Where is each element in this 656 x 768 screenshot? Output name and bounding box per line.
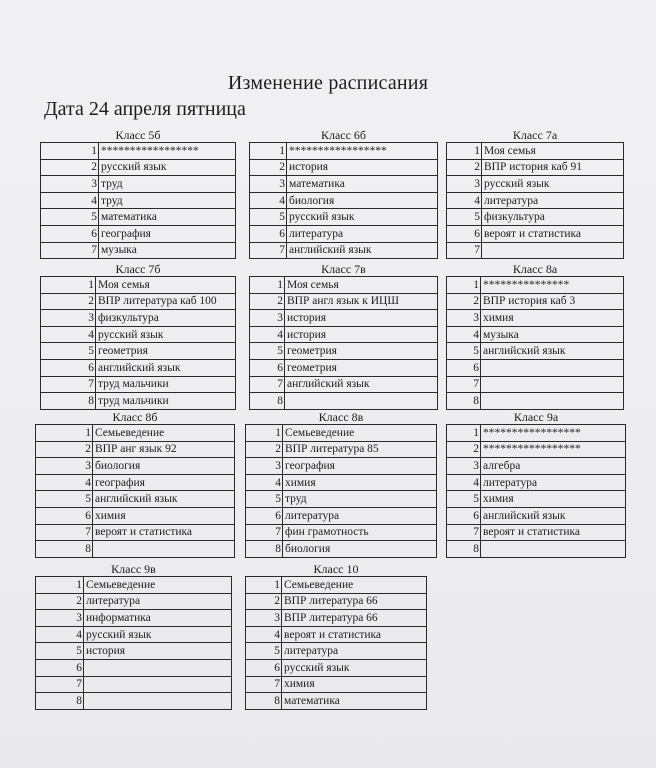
lesson-row: [41, 393, 236, 410]
class-label: Класс 10: [313, 562, 359, 576]
lesson-subject: биология: [287, 192, 438, 209]
lesson-number: 1: [36, 577, 84, 594]
lesson-row: [246, 593, 427, 610]
lesson-subject: [84, 693, 232, 710]
lesson-number: 5: [246, 491, 283, 508]
lesson-subject: музыка: [481, 326, 624, 343]
lesson-number: 6: [246, 659, 282, 676]
lesson-subject: вероят и статистика: [282, 626, 427, 643]
class-label: Класс 6б: [320, 128, 367, 142]
lesson-row: [36, 507, 235, 524]
lesson-number: 3: [447, 458, 481, 475]
lesson-subject: геометрия: [285, 359, 438, 376]
schedule-table: [245, 424, 437, 558]
lesson-subject: ВПР литература 66: [282, 610, 427, 627]
lesson-subject: вероят и статистика: [93, 524, 235, 541]
lesson-number: 4: [246, 474, 283, 491]
lesson-row: [447, 209, 624, 226]
lesson-row: [447, 541, 626, 558]
lesson-row: [36, 474, 235, 491]
lesson-row: [250, 176, 438, 193]
lesson-row: [246, 491, 437, 508]
lesson-number: 3: [36, 610, 84, 627]
lesson-row: [41, 192, 236, 209]
schedule-table: [35, 424, 235, 558]
lesson-row: [246, 541, 437, 558]
lesson-subject: математика: [287, 176, 438, 193]
lesson-subject: химия: [282, 676, 427, 693]
class-block-5b: [40, 128, 236, 259]
lesson-number: 8: [250, 393, 285, 410]
lesson-subject: химия: [481, 491, 626, 508]
lesson-number: 6: [447, 225, 482, 242]
lesson-row: [246, 610, 427, 627]
lesson-row: [447, 176, 624, 193]
lesson-number: 3: [447, 176, 482, 193]
lesson-subject: история: [285, 310, 438, 327]
lesson-row: [250, 376, 438, 393]
lesson-number: 1: [246, 577, 282, 594]
lesson-number: 7: [447, 242, 482, 259]
lesson-number: 2: [246, 593, 282, 610]
lesson-subject: Семьеведение: [93, 425, 235, 442]
lesson-subject: [285, 393, 438, 410]
lesson-number: 4: [41, 192, 99, 209]
lesson-row: [447, 359, 624, 376]
schedule-table: [446, 276, 624, 410]
lesson-subject: английский язык: [481, 507, 626, 524]
lesson-row: [250, 277, 438, 294]
lesson-row: [36, 693, 232, 710]
lesson-subject: химия: [283, 474, 437, 491]
lesson-subject: русский язык: [282, 659, 427, 676]
class-block-7b: [40, 262, 236, 410]
lesson-number: 4: [36, 626, 84, 643]
lesson-number: 7: [447, 376, 481, 393]
lesson-number: 6: [250, 225, 287, 242]
lesson-subject: Семьеведение: [282, 577, 427, 594]
lesson-number: 8: [447, 393, 481, 410]
lesson-number: 6: [36, 507, 93, 524]
lesson-number: 7: [36, 524, 93, 541]
lesson-subject: фин грамотность: [283, 524, 437, 541]
lesson-number: 6: [36, 659, 84, 676]
lesson-row: [447, 159, 624, 176]
lesson-row: [246, 425, 437, 442]
lesson-subject: русский язык: [287, 209, 438, 226]
lesson-number: 7: [36, 676, 84, 693]
lesson-row: [36, 577, 232, 594]
lesson-subject: математика: [99, 209, 236, 226]
schedule-table: [249, 276, 438, 410]
lesson-number: 1: [250, 143, 287, 160]
lesson-row: [246, 458, 437, 475]
lesson-subject: ВПР литература 66: [282, 593, 427, 610]
lesson-number: 6: [41, 359, 96, 376]
lesson-subject: вероят и статистика: [482, 225, 624, 242]
schedule-table: [446, 424, 626, 558]
lesson-subject: Моя семья: [96, 277, 236, 294]
class-block-8v: [245, 410, 437, 558]
lesson-subject: труд: [99, 176, 236, 193]
lesson-number: 3: [36, 458, 93, 475]
lesson-subject: [481, 541, 626, 558]
lesson-row: [447, 277, 624, 294]
lesson-row: [250, 225, 438, 242]
lesson-number: 3: [41, 176, 99, 193]
lesson-number: 8: [41, 393, 96, 410]
lesson-number: 4: [250, 326, 285, 343]
class-block-7v: [249, 262, 438, 410]
lesson-row: [36, 593, 232, 610]
lesson-number: 1: [447, 143, 482, 160]
lesson-subject: английский язык: [93, 491, 235, 508]
lesson-row: [36, 425, 235, 442]
lesson-subject: труд: [99, 192, 236, 209]
lesson-number: 5: [447, 491, 481, 508]
lesson-row: [41, 176, 236, 193]
class-label: Класс 7а: [512, 128, 558, 142]
lesson-subject: *****************: [99, 143, 236, 160]
lesson-row: [447, 192, 624, 209]
lesson-row: [246, 626, 427, 643]
lesson-row: [246, 474, 437, 491]
lesson-row: [36, 441, 235, 458]
schedule-table: [245, 576, 427, 710]
lesson-number: 2: [246, 441, 283, 458]
class-label: Класс 9в: [111, 562, 156, 576]
lesson-row: [36, 626, 232, 643]
lesson-subject: русский язык: [482, 176, 624, 193]
lesson-subject: ВПР история каб 91: [482, 159, 624, 176]
lesson-number: 1: [41, 143, 99, 160]
lesson-subject: биология: [283, 541, 437, 558]
lesson-subject: английский язык: [285, 376, 438, 393]
lesson-row: [41, 159, 236, 176]
lesson-row: [250, 192, 438, 209]
lesson-number: 5: [447, 209, 482, 226]
lesson-subject: труд мальчики: [96, 393, 236, 410]
lesson-subject: русский язык: [99, 159, 236, 176]
lesson-subject: ВПР литература 85: [283, 441, 437, 458]
lesson-number: 5: [250, 343, 285, 360]
lesson-row: [250, 209, 438, 226]
lesson-subject: история: [84, 643, 232, 660]
lesson-row: [447, 376, 624, 393]
lesson-row: [36, 676, 232, 693]
lesson-row: [447, 524, 626, 541]
lesson-number: 7: [246, 676, 282, 693]
lesson-subject: Семьеведение: [84, 577, 232, 594]
lesson-number: 1: [447, 277, 481, 294]
lesson-subject: английский язык: [481, 343, 624, 360]
lesson-number: 6: [447, 359, 481, 376]
lesson-number: 5: [41, 209, 99, 226]
lesson-number: 1: [41, 277, 96, 294]
lesson-row: [250, 326, 438, 343]
lesson-subject: музыка: [99, 242, 236, 259]
lesson-row: [447, 143, 624, 160]
schedule-table: [446, 142, 624, 259]
lesson-number: 8: [246, 541, 283, 558]
lesson-row: [36, 524, 235, 541]
class-label: Класс 7в: [321, 262, 366, 276]
lesson-number: 2: [41, 293, 96, 310]
lesson-subject: математика: [282, 693, 427, 710]
lesson-subject: география: [93, 474, 235, 491]
lesson-row: [41, 225, 236, 242]
lesson-row: [250, 159, 438, 176]
lesson-subject: [93, 541, 235, 558]
lesson-number: 8: [246, 693, 282, 710]
lesson-number: 2: [250, 293, 285, 310]
lesson-row: [447, 225, 624, 242]
lesson-subject: *****************: [481, 441, 626, 458]
lesson-number: 1: [447, 425, 481, 442]
lesson-subject: [84, 676, 232, 693]
lesson-number: 2: [41, 159, 99, 176]
lesson-subject: ***************: [481, 277, 624, 294]
lesson-subject: ВПР литература каб 100: [96, 293, 236, 310]
lesson-subject: английский язык: [96, 359, 236, 376]
lesson-row: [447, 425, 626, 442]
lesson-row: [250, 310, 438, 327]
lesson-number: 6: [41, 225, 99, 242]
lesson-subject: история: [287, 159, 438, 176]
lesson-subject: *****************: [287, 143, 438, 160]
lesson-row: [41, 326, 236, 343]
schedule-date: Дата 24 апреля пятница: [44, 98, 246, 120]
lesson-row: [447, 242, 624, 259]
class-block-8a: [446, 262, 624, 410]
lesson-subject: геометрия: [285, 343, 438, 360]
lesson-subject: литература: [84, 593, 232, 610]
lesson-subject: [481, 376, 624, 393]
lesson-subject: химия: [481, 310, 624, 327]
lesson-row: [41, 143, 236, 160]
page-title: Изменение расписания: [227, 72, 429, 94]
lesson-row: [36, 541, 235, 558]
lesson-subject: физкультура: [96, 310, 236, 327]
lesson-number: 3: [41, 310, 96, 327]
lesson-number: 7: [250, 242, 287, 259]
lesson-number: 2: [36, 441, 93, 458]
lesson-number: 6: [250, 359, 285, 376]
lesson-row: [447, 474, 626, 491]
lesson-number: 8: [36, 541, 93, 558]
lesson-row: [41, 277, 236, 294]
lesson-number: 4: [447, 474, 481, 491]
lesson-number: 1: [250, 277, 285, 294]
lesson-row: [41, 359, 236, 376]
lesson-row: [246, 507, 437, 524]
lesson-row: [41, 209, 236, 226]
lesson-subject: русский язык: [84, 626, 232, 643]
lesson-row: [246, 643, 427, 660]
lesson-number: 4: [447, 192, 482, 209]
lesson-number: 6: [447, 507, 481, 524]
lesson-subject: [481, 359, 624, 376]
lesson-row: [246, 693, 427, 710]
lesson-subject: Моя семья: [285, 277, 438, 294]
lesson-number: 5: [246, 643, 282, 660]
lesson-number: 5: [36, 491, 93, 508]
class-label: Класс 8б: [112, 410, 158, 424]
lesson-number: 5: [36, 643, 84, 660]
lesson-subject: вероят и статистика: [481, 524, 626, 541]
class-label: Класс 9а: [513, 410, 559, 424]
lesson-row: [41, 343, 236, 360]
lesson-subject: [481, 393, 624, 410]
lesson-subject: ВПР анг язык 92: [93, 441, 235, 458]
lesson-row: [41, 310, 236, 327]
lesson-row: [447, 343, 624, 360]
lesson-row: [447, 507, 626, 524]
lesson-row: [246, 441, 437, 458]
lesson-subject: география: [99, 225, 236, 242]
schedule-table: [249, 142, 438, 259]
lesson-subject: алгебра: [481, 458, 626, 475]
lesson-row: [246, 659, 427, 676]
lesson-row: [36, 458, 235, 475]
lesson-number: 3: [250, 176, 287, 193]
lesson-number: 2: [250, 159, 287, 176]
lesson-number: 2: [447, 159, 482, 176]
lesson-number: 3: [246, 610, 282, 627]
lesson-number: 2: [447, 293, 481, 310]
class-label: Класс 8в: [318, 410, 364, 424]
lesson-row: [447, 393, 624, 410]
lesson-subject: ВПР англ язык к ИЦШ: [285, 293, 438, 310]
class-block-9a: [446, 410, 626, 558]
lesson-row: [246, 676, 427, 693]
lesson-subject: [84, 659, 232, 676]
lesson-row: [250, 143, 438, 160]
lesson-number: 4: [246, 626, 282, 643]
lesson-number: 3: [246, 458, 283, 475]
class-label: Класс 7б: [115, 262, 161, 276]
lesson-number: 3: [250, 310, 285, 327]
lesson-row: [36, 491, 235, 508]
lesson-row: [246, 577, 427, 594]
lesson-subject: Семьеведение: [283, 425, 437, 442]
lesson-subject: литература: [481, 474, 626, 491]
lesson-number: 7: [41, 376, 96, 393]
lesson-number: 5: [41, 343, 96, 360]
class-block-10: [245, 562, 427, 710]
lesson-subject: английский язык: [287, 242, 438, 259]
lesson-number: 8: [36, 693, 84, 710]
lesson-row: [447, 293, 624, 310]
lesson-number: 4: [447, 326, 481, 343]
lesson-subject: физкультура: [482, 209, 624, 226]
lesson-row: [41, 376, 236, 393]
lesson-number: 7: [246, 524, 283, 541]
lesson-number: 4: [250, 192, 287, 209]
lesson-subject: Моя семья: [482, 143, 624, 160]
lesson-row: [250, 393, 438, 410]
lesson-row: [250, 242, 438, 259]
lesson-subject: история: [285, 326, 438, 343]
lesson-row: [36, 610, 232, 627]
class-block-9v: [35, 562, 232, 710]
lesson-subject: литература: [282, 643, 427, 660]
lesson-number: 4: [41, 326, 96, 343]
lesson-row: [41, 293, 236, 310]
schedule-table: [40, 276, 236, 410]
lesson-number: 1: [36, 425, 93, 442]
schedule-table: [35, 576, 232, 710]
lesson-row: [447, 458, 626, 475]
lesson-number: 7: [250, 376, 285, 393]
lesson-subject: [482, 242, 624, 259]
lesson-number: 5: [447, 343, 481, 360]
lesson-row: [36, 659, 232, 676]
lesson-row: [246, 524, 437, 541]
schedule-table: [40, 142, 236, 259]
lesson-row: [250, 293, 438, 310]
lesson-row: [447, 326, 624, 343]
lesson-subject: литература: [482, 192, 624, 209]
lesson-number: 3: [447, 310, 481, 327]
lesson-number: 4: [36, 474, 93, 491]
lesson-subject: русский язык: [96, 326, 236, 343]
lesson-subject: труд: [283, 491, 437, 508]
lesson-subject: литература: [283, 507, 437, 524]
class-block-7a: [446, 128, 624, 259]
lesson-subject: ВПР история каб 3: [481, 293, 624, 310]
class-block-6b: [249, 128, 438, 259]
lesson-row: [447, 491, 626, 508]
lesson-number: 2: [447, 441, 481, 458]
lesson-subject: литература: [287, 225, 438, 242]
lesson-row: [250, 343, 438, 360]
lesson-row: [36, 643, 232, 660]
lesson-number: 6: [246, 507, 283, 524]
lesson-row: [447, 310, 624, 327]
class-block-8b: [35, 410, 235, 558]
lesson-number: 8: [447, 541, 481, 558]
lesson-number: 7: [41, 242, 99, 259]
lesson-subject: труд мальчики: [96, 376, 236, 393]
lesson-subject: информатика: [84, 610, 232, 627]
class-label: Класс 5б: [115, 128, 161, 142]
lesson-subject: *****************: [481, 425, 626, 442]
lesson-number: 2: [36, 593, 84, 610]
lesson-row: [250, 359, 438, 376]
lesson-subject: география: [283, 458, 437, 475]
lesson-row: [41, 242, 236, 259]
lesson-row: [447, 441, 626, 458]
lesson-number: 7: [447, 524, 481, 541]
lesson-subject: химия: [93, 507, 235, 524]
class-label: Класс 8а: [512, 262, 558, 276]
lesson-subject: геометрия: [96, 343, 236, 360]
lesson-number: 1: [246, 425, 283, 442]
lesson-subject: биология: [93, 458, 235, 475]
lesson-number: 5: [250, 209, 287, 226]
